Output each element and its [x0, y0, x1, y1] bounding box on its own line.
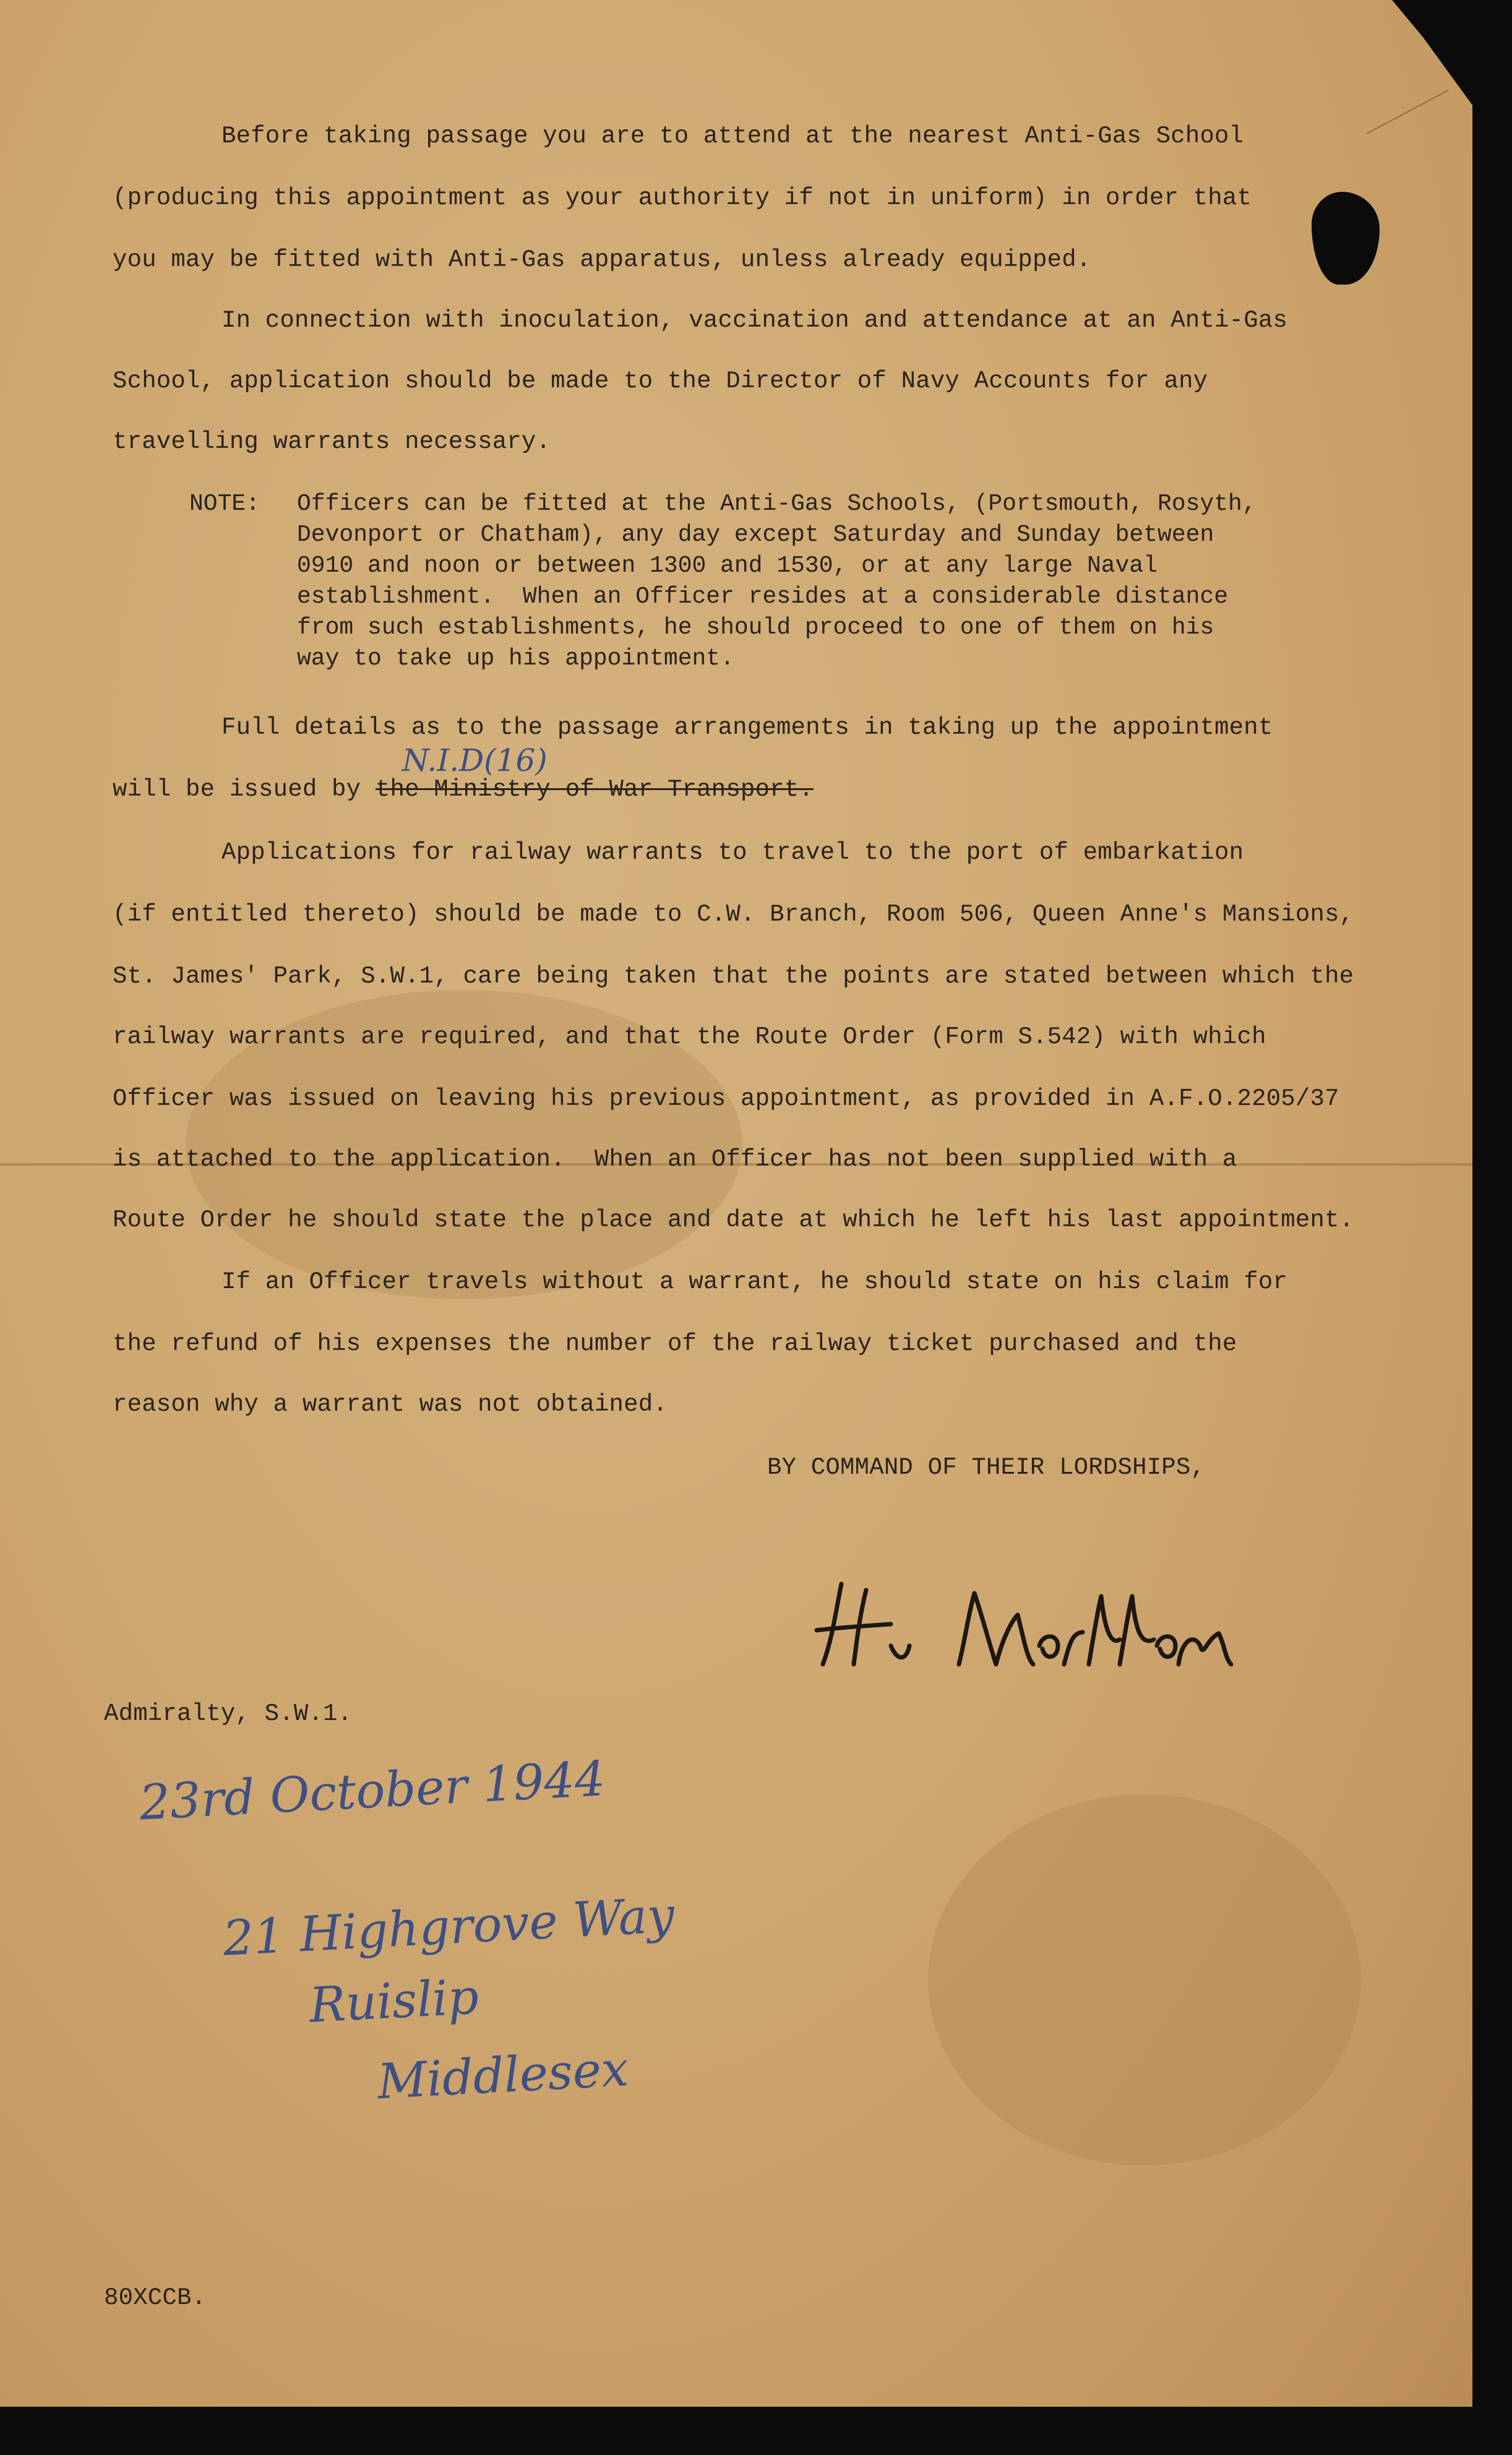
note-line-4: establishment. When an Officer resides at a considerable distance [297, 583, 1229, 610]
note-line-2: Devonport or Chatham), any day except Saturday and Sunday between [297, 522, 1214, 548]
signature-text: H.V. Markham [798, 1563, 870, 1575]
p4-line-2 [113, 776, 814, 803]
note-line-3: 0910 and noon or between 1300 and 1530, or at any large Naval [297, 552, 1158, 579]
address-line-1: 21 Highgrove Way [221, 1887, 676, 1967]
handwritten-insert: N.I.D(16) [402, 742, 548, 778]
p5-line-4: railway warrants are required, and that the Route Order (Form S.542) with which [113, 1023, 1266, 1051]
p4-line-1: Full details as to the passage arrangements in taking up the appointment [221, 714, 1273, 741]
p5-line-6: is attached to the application. When an Officer has not been supplied with a [113, 1146, 1237, 1173]
p1-line-3: you may be fitted with Anti-Gas apparatus, unless already equipped. [113, 246, 1091, 273]
p6-line-2: the refund of his expenses the number of the railway ticket purchased and the [113, 1330, 1237, 1357]
p5-line-1: Applications for railway warrants to travel to the port of embarkation [221, 839, 1244, 866]
note-line-6: way to take up his appointment. [297, 645, 734, 672]
p1-line-1: Before taking passage you are to attend at the nearest Anti-Gas School [221, 123, 1244, 150]
struck-ministry: the Ministry of War Transport. [375, 776, 814, 803]
p5-line-7: Route Order he should state the place and date at which he left his last appointment. [113, 1206, 1354, 1234]
p4-prefix: will be issued by [113, 776, 376, 803]
p5-line-5: Officer was issued on leaving his previous appointment, as provided in A.F.O.2205/37 [113, 1085, 1339, 1112]
address-line-3: Middlesex [376, 2041, 630, 2110]
p1-line-2: (producing this appointment as your authority if not in uniform) in order that [113, 184, 1252, 212]
note-line-1: Officers can be fitted at the Anti-Gas Schools, (Portsmouth, Rosyth, [297, 491, 1256, 517]
signature [798, 1563, 1244, 1689]
p2-line-3: travelling warrants necessary. [113, 428, 551, 455]
p2-line-2: School, application should be made to the Director of Navy Accounts for any [113, 368, 1208, 395]
origin-text: Admiralty, S.W.1. [104, 1700, 353, 1727]
p2-line-1: In connection with inoculation, vaccination and attendance at an Anti-Gas [221, 307, 1288, 334]
note-line-5: from such establishments, he should proceed to one of them on his [297, 614, 1214, 641]
p6-line-3: reason why a warrant was not obtained. [113, 1391, 668, 1418]
p6-line-1: If an Officer travels without a warrant, he should state on his claim for [221, 1268, 1288, 1296]
p5-line-2: (if entitled thereto) should be made to C.W. Branch, Room 506, Queen Anne's Mansions, [113, 901, 1354, 928]
handwritten-date: 23rd October 1944 [138, 1751, 607, 1831]
address-line-2: Ruislip [307, 1969, 480, 2034]
p5-line-3: St. James' Park, S.W.1, care being taken that the points are stated between which the [113, 963, 1354, 990]
note-label: NOTE: [189, 491, 260, 517]
closing-text: BY COMMAND OF THEIR LORDSHIPS, [767, 1454, 1206, 1481]
form-code: 80XCCB. [104, 2284, 207, 2311]
